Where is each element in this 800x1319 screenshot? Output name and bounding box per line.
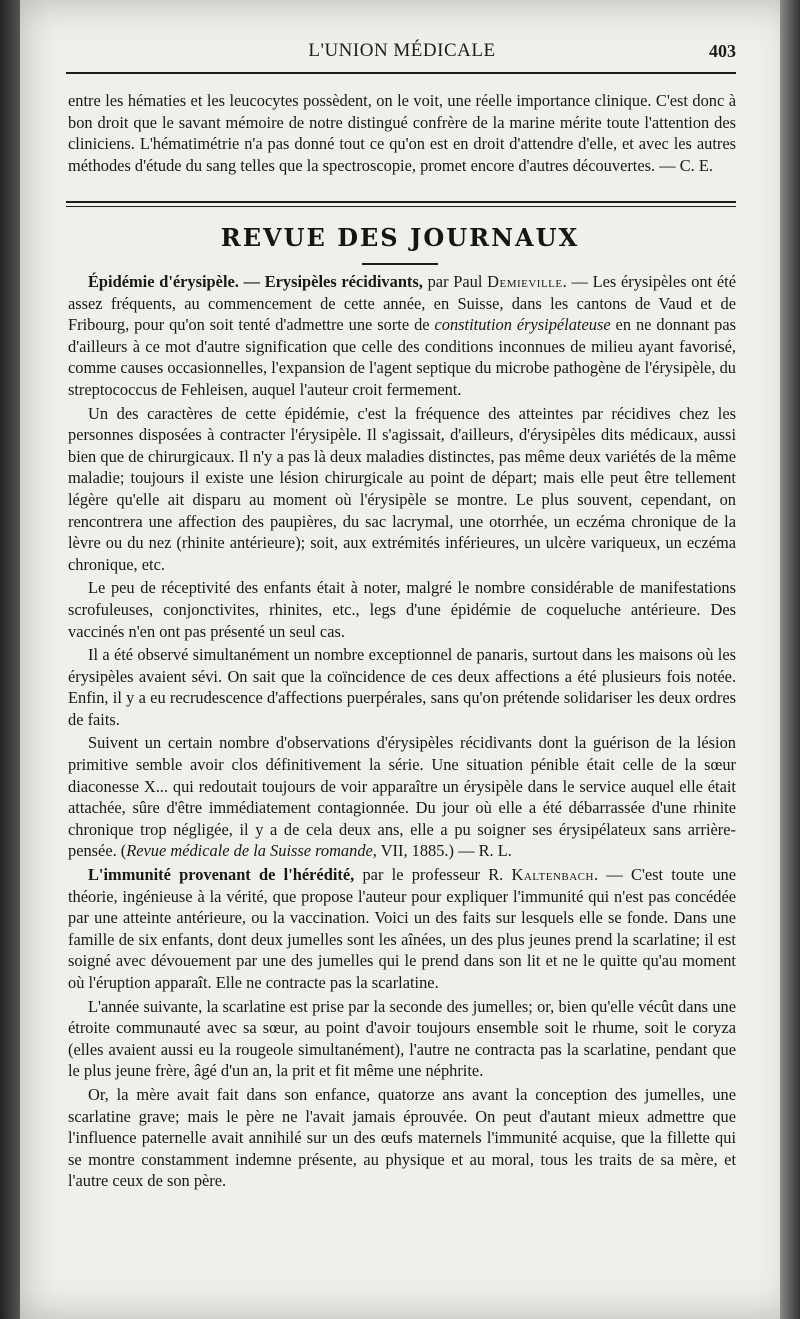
intro-text: entre les hématies et les leucocytes possèdent, on le voit, une réelle importance clinique. C'est donc à bon droit que le savant mémoire de notre distingué confrère de la marine mérite toute l'attention des cliniciens. L'hématimétrie n'a pas donné tout ce qu'on est en droit d'attendre d'elle, et avec les autres méthodes d'étude du sang telles que la spectroscopie, promet encore d'autres découvertes. — C. E.	[68, 91, 736, 175]
article1-paragraph-2: Un des caractères de cette épidémie, c'est la fréquence des atteintes par récidives chez les personnes disposées à contracter l'érysipèle. Il s'agissait, d'ailleurs, d'érysipèles dits médicaux, aussi bien que de chirurgicaux. Il n'y a pas là deux maladies distinctes, pas même deux variétés de la même maladie; toujours il existe une lésion chirurgicale au point de départ; mais elle peut être tellement légère qu'elle ait disparu au moment où l'érysipèle se montre. Le plus souvent, cependant, on rencontrera une affection des paupières, du sac lacrymal, une otorrhée, un eczéma chronique de la lèvre ou du nez (rhinite antérieure); soit, aux extrémités inférieures, un ulcère variqueux, un eczéma chronique, etc.	[68, 403, 736, 574]
article1-p1-italic: constitution érysipélateuse	[434, 315, 611, 335]
page-header	[68, 40, 736, 70]
section-double-rule-bottom	[66, 206, 736, 207]
article1-paragraph-3: Le peu de réceptivité des enfants était à noter, malgré le nombre considérable de manifestations scrofuleuses, conjonctivites, rhinites, etc., legs d'une épidémie de coqueluche antérieure. Des vaccinés n'en ont pas présenté un seul cas.	[68, 578, 736, 641]
page-number: 403	[709, 41, 736, 61]
section-title: REVUE DES JOURNAUX	[220, 223, 580, 252]
article2-paragraph-1	[68, 864, 736, 994]
section-title-rule	[362, 263, 438, 265]
article2-paragraph-2: L'année suivante, la scarlatine est prise par la seconde des jumelles; or, bien qu'elle vécût dans une étroite communauté avec sa sœur, au point d'avoir toujours ensemble soit le rhume, soit le coryza (elles avaient aussi eu la rougeole simultanément), l'autre ne contracta pas la scarlatine, pendant que le plus jeune frère, âgé d'un an, la prit et fit même une néphrite.	[68, 996, 736, 1081]
article1-citation: Revue médicale de la Suisse romande	[126, 841, 373, 861]
article2-title: L'immunité provenant de l'hérédité,	[88, 865, 355, 885]
article2-paragraph-3: Or, la mère avait fait dans son enfance, quatorze ans avant la conception des jumelles, une scarlatine grave; mais le père ne l'avait jamais éprouvée. On peut d'autant mieux admettre que l'influence paternelle avait annihilé sur un des œufs maternels l'immunité acquise, que la fillette qui se montre constamment indemne présente, au physique et au moral, tous les traits de sa mère, et l'autre ceux de son père.	[68, 1084, 736, 1191]
intro-paragraph	[68, 90, 736, 176]
page-right-edge	[780, 0, 800, 1319]
page-left-edge	[0, 0, 20, 1319]
header-rule	[66, 72, 736, 74]
article2-byline: par le professeur R.	[354, 865, 512, 885]
article1-paragraph-1	[68, 271, 736, 401]
article1-byline: par Paul	[422, 272, 488, 291]
article2-p1-text: . — C'est toute une théorie, ingénieuse à la vérité, que propose l'auteur pour expliquer l'immunité qui n'est pas concédée par une atteinte antérieure, ou la vaccination. Voici un des faits sur lesquels elle se fonde. Dans une famille de six enfants, dont deux jumelles sont les aînées, un des plus jeunes prend la scarlatine; il est soigné avec dévouement par une des jumelles qui le prend dans son lit et ne le quitte qu'au moment où l'éruption apparaît. Elle ne contracte pas la scarlatine.	[68, 865, 736, 992]
article1-p5-end: , VII, 1885.) — R. L.	[372, 841, 512, 861]
article1-paragraph-5	[68, 732, 736, 862]
journal-review-body	[68, 271, 736, 1194]
article1-title: Épidémie d'érysipèle. — Erysipèles récidivants,	[88, 272, 423, 291]
section-double-rule-top	[66, 201, 736, 203]
article1-paragraph-4: Il a été observé simultanément un nombre exceptionnel de panaris, surtout dans les maisons où les érysipèles avaient sévi. On sait que la coïncidence de ces deux affections a été plusieurs fois notée. Enfin, il y a eu recrudescence d'affections puerpérales, sans qu'on prétende solidariser les deux ordres de faits.	[68, 645, 736, 729]
article1-author: Demieville	[487, 272, 563, 291]
article2-author: Kaltenbach	[511, 865, 594, 885]
article1-p1-text: . — Les érysipèles ont été assez fréquents, au commencement de cette année, en Suisse, dans les cantons de Vaud et de Fribourg, pour qu'on soit tenté d'admettre une sorte de	[68, 272, 737, 335]
article1-p5-text: Suivent un certain nombre d'observations d'érysipèles récidivants dont la guérison de la lésion primitive semble avoir clos définitivement la série. Une situation pénible était celle de la sœur diaconesse X... qui redoutait toujours de voir apparaître un érysipèle dans le service auquel elle était attachée, sûre d'être immédiatement contagionnée. Du jour où elle a été débarrassée d'une rhinite chronique trop négligée, il y a de cela deux ans, elle a pu soigner ses érysipélateux sans arrière-pensée. (	[68, 733, 736, 861]
running-title: L'UNION MÉDICALE	[308, 40, 496, 61]
article1-p1-end: en ne donnant pas d'ailleurs à ce mot d'autre signification que celle des conditions inconnues de milieu ayant favorisé, comme causes occasionnelles, l'expansion de l'agent septique du microbe pathogène de l'érysipèle, du streptococcus de Fehleisen, auquel l'auteur croit fermement.	[68, 315, 736, 399]
